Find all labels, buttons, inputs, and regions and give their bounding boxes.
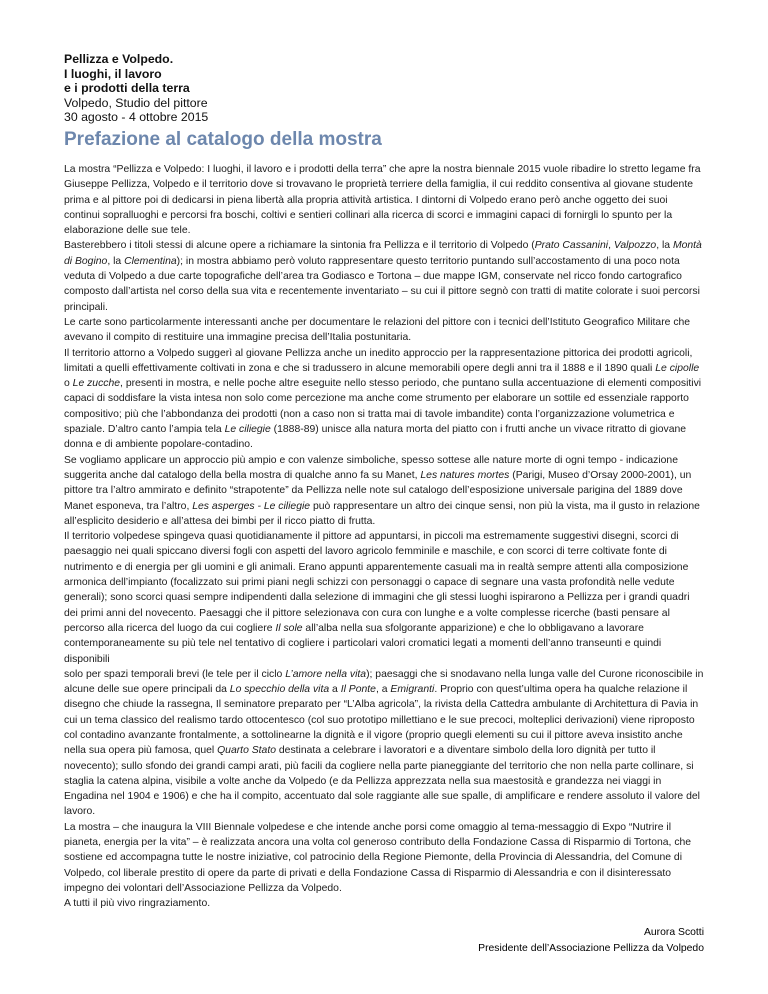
paragraph-7: solo per spazi temporali brevi (le tele per il ciclo L’amore nella vita); paesaggi che si snodavano nella lunga valle del Curone riconoscibile in alcune delle sue opere principali da Lo specchio della vita a Il Ponte, a Emigranti. Proprio con quest’ultima opera ha qualche relazione il disegno che chiude la rassegna, Il seminatore preparato per “L’Alba agricola”, la rivista della Cattedra ambulante di Architettura di Pavia in cui un tema classico del realismo tardo ottocentesco (col suo prototipo millettiano e le sue precoci, molteplici derivazioni) viene riproposto col contadino avanzante frontalmente, a sottolinearne la dignità e il vigore (proprio quegli elementi su cui il pittore aveva insistito anche nella sua opera più famosa, quel Quarto Stato destinata a celebrare i lavoratori e a diventare simbolo della loro dignità per tutto il novecento); sullo sfondo dei grandi campi arati, più facili da cogliere nella parte pianeggiante del territorio che non nella parte collinare, si staglia la catena alpina, visibile a volte anche da Volpedo (e da Pellizza apprezzata nella sua maestosità e grandezza nei viaggi in Engadina nel 1904 e 1906) e che ha il compito, accentuato dal sole raggiante alle sue spalle, di amplificare e rendere assoluto il valore del lavoro. <box>64 668 704 818</box>
paragraph-1: La mostra “Pellizza e Volpedo: I luoghi, il lavoro e i prodotti della terra” che apre la nostra biennale 2015 vuole ribadire lo stretto legame fra Giuseppe Pellizza, Volpedo e il territorio dove si trovavano le proprietà terriere della famiglia, il cui reddito consentiva al giovane studente prima e al pittore poi di dedicarsi in piena libertà alla propria attività artistica. I dintorni di Volpedo erano però anche oggetto dei suoi continui sopralluoghi e percorsi fra boschi, coltivi e sentieri collinari alla ricerca di scorci e immagini capaci di fornirgli lo spunto per la elaborazione delle sue tele. <box>64 164 701 237</box>
header-venue: Volpedo, Studio del pittore <box>64 95 208 110</box>
paragraph-5: Se vogliamo applicare un approccio più ampio e con valenze simboliche, spesso sottese alle nature morte di ogni tempo - indicazione suggerita anche dal catalogo della bella mostra di qualche anno fa su Manet, Les natures mortes (Parigi, Museo d’Orsay 2000-2001), un pittore tra l’altro ammirato e definito “strapotente” da Pellizza nelle note sul catalogo dell’esposizione universale parigina del 1889 dove Manet esponeva, tra l’altro, Les asperges - Le ciliegie può rappresentare un altro dei cinque sensi, non più la vista, ma il gusto in relazione all’esplicito desiderio e all’attesa dei bimbi per il ricco piatto di frutta. <box>64 454 700 527</box>
exhibition-header <box>64 52 208 125</box>
header-title-line-3: e i prodotti della terra <box>64 81 190 95</box>
paragraph-6: Il territorio volpedese spingeva quasi quotidianamente il pittore ad appuntarsi, in piccoli ma estremamente suggestivi disegni, scorci di paesaggio nei quali spiccano diversi fogli con aspetti del lavoro agricolo femminile e maschile, e con scorci di terre coltivate fonte di nutrimento e di energia per gli uomini e gli animali. Erano appunti apparentemente casuali ma in realtà sempre attenti alla composizione armonica dell’impianto (focalizzato sui primi piani negli schizzi con personaggi o capace di segnare una vasta profondità nelle vedute generali); sono scorci quasi sempre indipendenti dalla selezione di immagini che gli stessi luoghi ispirarono a Pellizza per i grandi quadri dei primi anni del novecento. Paesaggi che il pittore selezionava con cura con lunghe e a volte complesse ricerche (basti pensare al percorso alla ricerca del luogo da cui cogliere Il sole all’alba nella sua sfolgorante apparizione) e che lo obbligavano a lavorare contemporaneamente su più tele nel tentativo di cogliere i particolari valori cromatici legati a momenti dell’anno transeunti e quindi disponibili <box>64 531 690 665</box>
header-dates: 30 agosto - 4 ottobre 2015 <box>64 110 209 124</box>
header-title-line-2: I luoghi, il lavoro <box>64 66 162 81</box>
signature-name: Aurora Scotti <box>643 927 704 938</box>
paragraph-4: Il territorio attorno a Volpedo suggerì al giovane Pellizza anche un inedito approccio per la rappresentazione pittorica dei prodotti agricoli, limitati a quelli effettivamente coltivati in zona e che si tradussero in alcune memorabili opere degli anni tra il 1888 e il 1890 quali Le cipolle o Le zucche, presenti in mostra, e nelle poche altre eseguite nello stesso periodo, che puntano sulla accentuazione di elementi compositivi capaci di soddisfare la vista intesa non solo come percezione ma anche come strumento per elaborare un sottile ed essenziale rapporto compositivo; più che l’abbondanza dei prodotti (non a caso non si tratta mai di tavole imbandite) conta l’organizzazione volumetrica e spaziale. D’altro canto l’ampia tela Le ciliegie (1888-89) unisce alla natura morta del piatto con i frutti anche un vivace ritratto di giovane donna e di ambiente popolare-contadino. <box>64 347 702 451</box>
paragraph-2: Basterebbero i titoli stessi di alcune opere a richiamare la sintonia fra Pellizza e il territorio di Volpedo (Prato Cassanini, Valpozzo, la Montà di Bogino, la Clementina); in mostra abbiamo però voluto rappresentare questo territorio puntando sull’accostamento di una poco nota veduta di Volpedo a due carte topografiche dell’area tra Godiasco e Tortona – due mappe IGM, conservate nel ricco fondo cartografico composto dall’artista nel corso della sua vita e recentemente inventariato – su cui il pittore segnò con tratti di matite colorate i suoi percorsi principali. <box>64 240 702 313</box>
page-title: Prefazione al catalogo della mostra <box>64 129 382 150</box>
paragraph-8: La mostra – che inaugura la VIII Biennale volpedese e che intende anche porsi come omaggio al tema-messaggio di Expo “Nutrire il pianeta, energia per la vita” – è realizzata ancora una volta col generoso contributo della Fondazione Cassa di Risparmio di Tortona, che sostiene ed accompagna tutte le nostre iniziative, col patrocinio della Regione Piemonte, della Provincia di Alessandria, del Comune di Volpedo, col liberale prestito di opere da parte di privati e della Fondazione Cassa di Risparmio di Alessandria e con il disinteressato impegno dei volontari dell’Associazione Pellizza da Volpedo. <box>64 821 692 894</box>
paragraph-3: Le carte sono particolarmente interessanti anche per documentare le relazioni del pittore con i tecnici dell’Istituto Geografico Militare che avevano il compito di restituire una immagine precisa dell’Italia postunitaria. <box>64 316 691 344</box>
header-title-line-1: Pellizza e Volpedo. <box>64 52 174 66</box>
signature-block <box>478 925 704 956</box>
preface-body <box>64 162 705 912</box>
paragraph-9: A tutti il più vivo ringraziamento. <box>64 898 211 910</box>
signature-role: Presidente dell’Associazione Pellizza da Volpedo <box>478 942 704 954</box>
